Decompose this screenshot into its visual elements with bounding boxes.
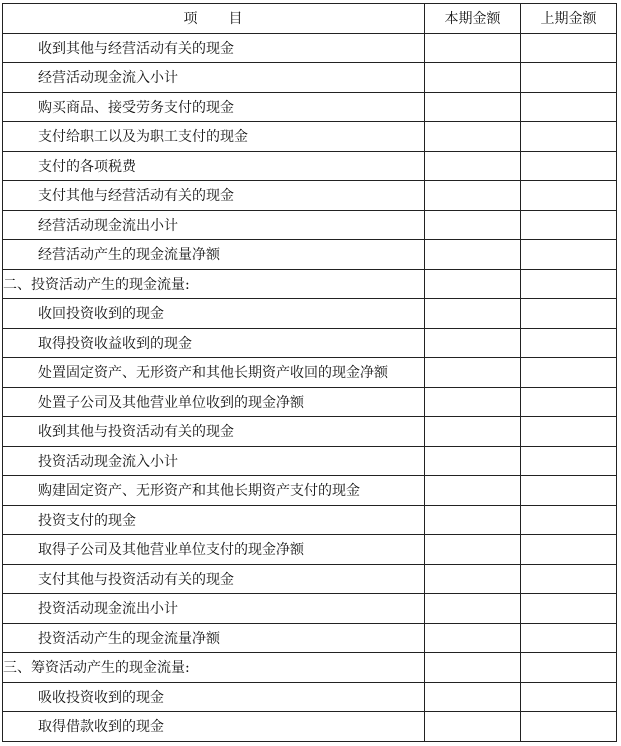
table-row xyxy=(3,33,617,63)
table-row xyxy=(3,358,617,388)
current-period-cell xyxy=(425,122,521,152)
previous-period-cell xyxy=(521,623,617,653)
current-period-cell xyxy=(425,181,521,211)
table-row xyxy=(3,210,617,240)
line-item-label: 投资活动产生的现金流量净额 xyxy=(3,623,425,653)
table-row xyxy=(3,653,617,683)
cash-flow-table xyxy=(2,3,617,742)
line-item-label: 取得子公司及其他营业单位支付的现金净额 xyxy=(3,535,425,565)
previous-period-cell xyxy=(521,181,617,211)
previous-period-cell xyxy=(521,535,617,565)
previous-period-cell xyxy=(521,653,617,683)
table-row xyxy=(3,240,617,270)
current-period-cell xyxy=(425,682,521,712)
table-row xyxy=(3,712,617,742)
previous-period-cell xyxy=(521,712,617,742)
current-period-cell xyxy=(425,240,521,270)
line-item-label: 支付其他与投资活动有关的现金 xyxy=(3,564,425,594)
table-row xyxy=(3,476,617,506)
current-period-cell xyxy=(425,328,521,358)
table-row xyxy=(3,417,617,447)
line-item-label: 取得借款收到的现金 xyxy=(3,712,425,742)
table-row xyxy=(3,535,617,565)
current-period-column-header: 本期金额 xyxy=(425,4,521,34)
previous-period-cell xyxy=(521,682,617,712)
table-body xyxy=(3,33,617,741)
current-period-cell xyxy=(425,210,521,240)
table-row xyxy=(3,505,617,535)
previous-period-cell xyxy=(521,269,617,299)
previous-period-cell xyxy=(521,210,617,240)
line-item-label: 收到其他与经营活动有关的现金 xyxy=(3,33,425,63)
line-item-label: 购买商品、接受劳务支付的现金 xyxy=(3,92,425,122)
line-item-label: 经营活动现金流入小计 xyxy=(3,63,425,93)
table-row xyxy=(3,594,617,624)
previous-period-cell xyxy=(521,594,617,624)
previous-period-cell xyxy=(521,564,617,594)
table-row xyxy=(3,122,617,152)
current-period-cell xyxy=(425,505,521,535)
current-period-cell xyxy=(425,92,521,122)
line-item-label: 收到其他与投资活动有关的现金 xyxy=(3,417,425,447)
table-row xyxy=(3,151,617,181)
previous-period-cell xyxy=(521,387,617,417)
current-period-cell xyxy=(425,594,521,624)
previous-period-cell xyxy=(521,417,617,447)
current-period-cell xyxy=(425,387,521,417)
table-row xyxy=(3,92,617,122)
current-period-cell xyxy=(425,623,521,653)
line-item-label: 投资活动现金流出小计 xyxy=(3,594,425,624)
current-period-cell xyxy=(425,653,521,683)
previous-period-column-header: 上期金额 xyxy=(521,4,617,34)
line-item-label: 投资支付的现金 xyxy=(3,505,425,535)
previous-period-cell xyxy=(521,446,617,476)
current-period-cell xyxy=(425,564,521,594)
current-period-cell xyxy=(425,63,521,93)
table-row xyxy=(3,564,617,594)
previous-period-cell xyxy=(521,358,617,388)
table-row xyxy=(3,299,617,329)
section-heading: 二、投资活动产生的现金流量: xyxy=(3,269,425,299)
previous-period-cell xyxy=(521,240,617,270)
line-item-label: 支付给职工以及为职工支付的现金 xyxy=(3,122,425,152)
previous-period-cell xyxy=(521,151,617,181)
table-row xyxy=(3,446,617,476)
current-period-cell xyxy=(425,712,521,742)
line-item-label: 购建固定资产、无形资产和其他长期资产支付的现金 xyxy=(3,476,425,506)
current-period-cell xyxy=(425,417,521,447)
current-period-cell xyxy=(425,299,521,329)
table-row xyxy=(3,181,617,211)
line-item-label: 投资活动现金流入小计 xyxy=(3,446,425,476)
table-row xyxy=(3,387,617,417)
line-item-label: 取得投资收益收到的现金 xyxy=(3,328,425,358)
previous-period-cell xyxy=(521,33,617,63)
previous-period-cell xyxy=(521,505,617,535)
table-row xyxy=(3,63,617,93)
current-period-cell xyxy=(425,33,521,63)
line-item-label: 经营活动产生的现金流量净额 xyxy=(3,240,425,270)
previous-period-cell xyxy=(521,476,617,506)
table-row xyxy=(3,623,617,653)
current-period-cell xyxy=(425,476,521,506)
line-item-label: 处置子公司及其他营业单位收到的现金净额 xyxy=(3,387,425,417)
previous-period-cell xyxy=(521,328,617,358)
table-row xyxy=(3,328,617,358)
line-item-label: 吸收投资收到的现金 xyxy=(3,682,425,712)
current-period-cell xyxy=(425,535,521,565)
current-period-cell xyxy=(425,151,521,181)
line-item-label: 支付其他与经营活动有关的现金 xyxy=(3,181,425,211)
section-heading: 三、筹资活动产生的现金流量: xyxy=(3,653,425,683)
current-period-cell xyxy=(425,446,521,476)
table-header-row xyxy=(3,4,617,34)
table-row xyxy=(3,269,617,299)
current-period-cell xyxy=(425,269,521,299)
table-row xyxy=(3,682,617,712)
line-item-label: 经营活动现金流出小计 xyxy=(3,210,425,240)
line-item-label: 支付的各项税费 xyxy=(3,151,425,181)
item-column-header: 项 目 xyxy=(3,4,425,34)
line-item-label: 处置固定资产、无形资产和其他长期资产收回的现金净额 xyxy=(3,358,425,388)
previous-period-cell xyxy=(521,299,617,329)
current-period-cell xyxy=(425,358,521,388)
line-item-label: 收回投资收到的现金 xyxy=(3,299,425,329)
previous-period-cell xyxy=(521,122,617,152)
previous-period-cell xyxy=(521,63,617,93)
previous-period-cell xyxy=(521,92,617,122)
